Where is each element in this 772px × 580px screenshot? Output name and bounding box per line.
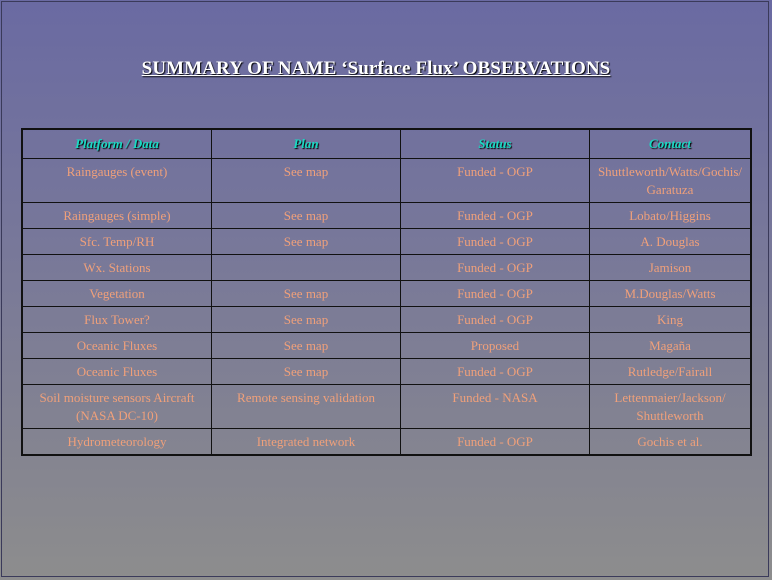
table-row [22,307,751,333]
cell-contact: Rutledge/Fairall [590,359,752,385]
table-row [22,255,751,281]
cell-plan [212,255,401,281]
table-row [22,429,751,456]
cell-contact: Gochis et al. [590,429,752,456]
table-row [22,385,751,429]
table-row [22,333,751,359]
cell-plan: See map [212,307,401,333]
cell-plan: See map [212,229,401,255]
cell-platform: Sfc. Temp/RH [22,229,212,255]
cell-plan: See map [212,203,401,229]
cell-status: Funded - OGP [401,307,590,333]
table-row [22,359,751,385]
header-platform: Platform / Data [22,129,212,159]
table-row [22,159,751,203]
cell-status: Funded - OGP [401,255,590,281]
cell-status: Funded - OGP [401,429,590,456]
header-plan: Plan [212,129,401,159]
slide-title: SUMMARY OF NAME ‘Surface Flux’ OBSERVATIONS [141,58,611,79]
cell-platform: Soil moisture sensors Aircraft (NASA DC-10) [22,385,212,429]
cell-status: Funded - NASA [401,385,590,429]
cell-contact: Magaña [590,333,752,359]
cell-contact: Lettenmaier/Jackson/ Shuttleworth [590,385,752,429]
cell-platform: Hydrometeorology [22,429,212,456]
cell-plan: See map [212,333,401,359]
cell-status: Funded - OGP [401,229,590,255]
cell-platform: Wx. Stations [22,255,212,281]
cell-contact: King [590,307,752,333]
cell-platform: Raingauges (simple) [22,203,212,229]
cell-plan: See map [212,359,401,385]
cell-status: Funded - OGP [401,159,590,203]
table-row [22,203,751,229]
cell-status: Funded - OGP [401,281,590,307]
cell-contact: Jamison [590,255,752,281]
table-row [22,281,751,307]
header-contact: Contact [590,129,752,159]
cell-plan: Remote sensing validation [212,385,401,429]
cell-platform: Raingauges (event) [22,159,212,203]
cell-plan: See map [212,281,401,307]
observations-table [21,128,752,456]
cell-platform: Flux Tower? [22,307,212,333]
table-header-row [22,129,751,159]
cell-plan: Integrated network [212,429,401,456]
cell-platform: Oceanic Fluxes [22,359,212,385]
cell-platform: Oceanic Fluxes [22,333,212,359]
cell-contact: M.Douglas/Watts [590,281,752,307]
cell-status: Funded - OGP [401,203,590,229]
cell-status: Funded - OGP [401,359,590,385]
table-row [22,229,751,255]
cell-contact: Lobato/Higgins [590,203,752,229]
cell-contact: A. Douglas [590,229,752,255]
cell-contact: Shuttleworth/Watts/Gochis/ Garatuza [590,159,752,203]
header-status: Status [401,129,590,159]
cell-status: Proposed [401,333,590,359]
cell-plan: See map [212,159,401,203]
cell-platform: Vegetation [22,281,212,307]
